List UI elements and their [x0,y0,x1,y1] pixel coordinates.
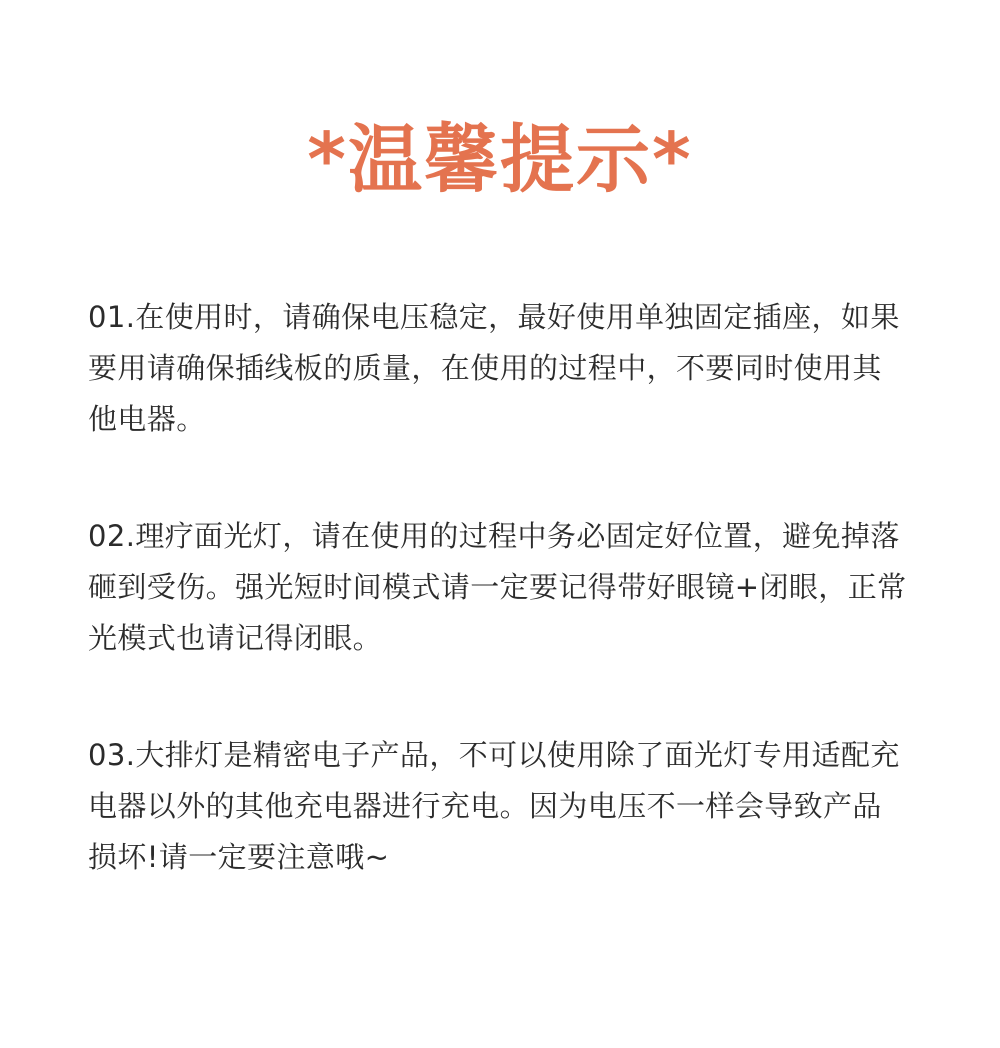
tip-item-3: 03.大排灯是精密电子产品，不可以使用除了面光灯专用适配充电器以外的其他充电器进行充电。因为电压不一样会导致产品损坏!请一定要注意哦~ [88,738,900,874]
tip-item-1: 01.在使用时，请确保电压稳定，最好使用单独固定插座，如果要用请确保插线板的质量，在使用的过程中，不要同时使用其他电器。 [88,300,900,436]
tip-item-2: 02.理疗面光灯，请在使用的过程中务必固定好位置，避免掉落砸到受伤。强光短时间模式请一定要记得带好眼镜+闭眼，正常光模式也请记得闭眼。 [88,519,907,655]
tips-list [88,292,908,949]
notice-title: *温馨提示* [307,117,693,203]
